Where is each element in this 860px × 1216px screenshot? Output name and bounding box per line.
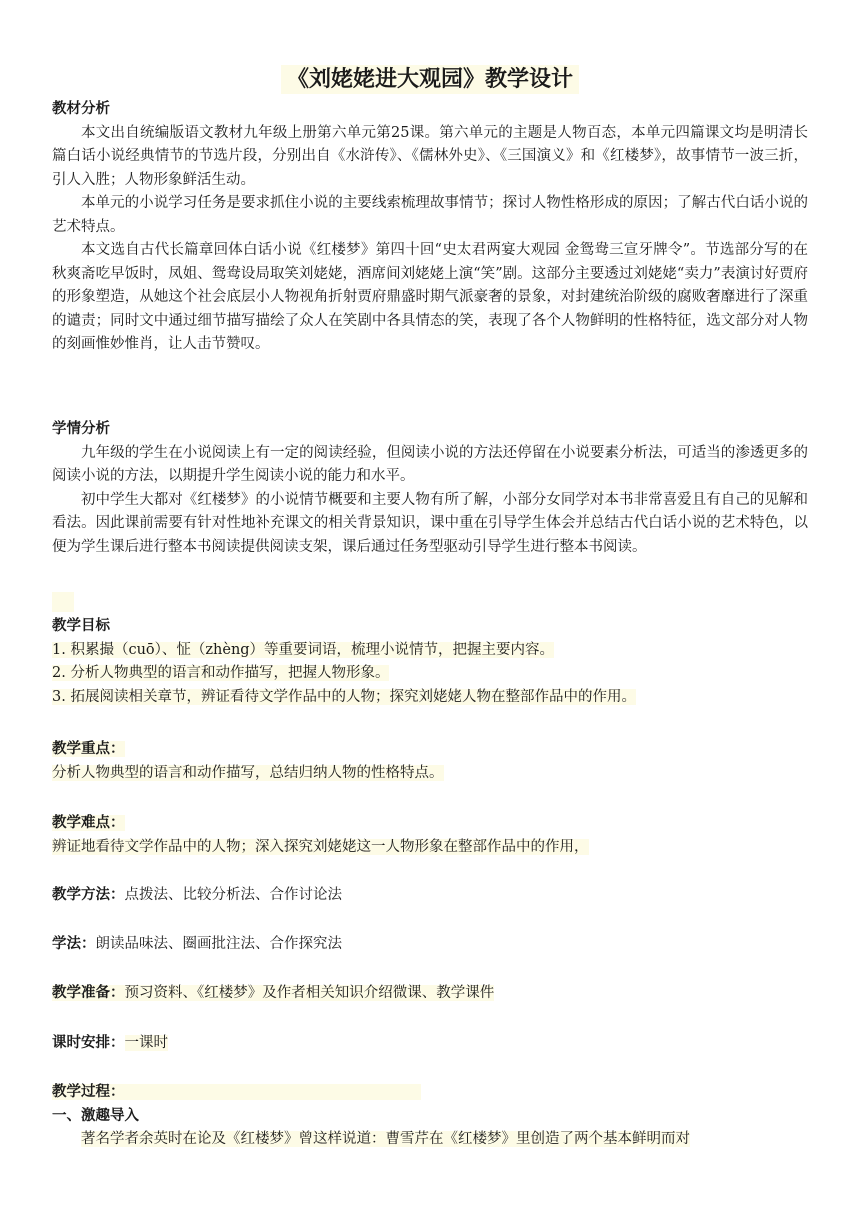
goal-item: 1. 积累撮（cuō）、怔（zhèng）等重要词语，梳理小说情节，把握主要内容。 <box>52 641 555 658</box>
section-schedule <box>52 1032 808 1056</box>
methods-label: 教学方法： <box>52 887 125 903</box>
section-study-methods <box>52 933 808 957</box>
methods-value: 点拨法、比较分析法、合作讨论法 <box>124 887 342 903</box>
section-heading: 教学难点： <box>52 815 125 831</box>
section-heading: 教学目标 <box>52 618 110 634</box>
goal-item: 3. 拓展阅读相关章节，辨证看待文学作品中的人物；探究刘姥姥人物在整部作品中的作用。 <box>52 688 636 705</box>
section-heading: 学情分析 <box>52 421 110 437</box>
paragraph: 初中学生大都对《红楼梦》的小说情节概要和主要人物有所了解，小部分女同学对本书非常喜爱且有自己的见解和看法。因此课前需要有针对性地补充课文的相关背景知识，课中重在引导学生体会并总结古代白话小说的艺术特色，以便为学生课后进行整本书阅读提供阅读支架，课后通过任务型驱动引导学生进行整本书阅读。 <box>52 491 808 555</box>
section-difficulties <box>52 812 808 859</box>
section-teaching-methods <box>52 884 808 908</box>
key-points-text: 分析人物典型的语言和动作描写，总结归纳人物的性格特点。 <box>52 764 444 781</box>
section-teaching-goals <box>52 615 808 709</box>
section-heading: 教学重点： <box>52 741 125 757</box>
difficulties-text: 辨证地看待文学作品中的人物；深入探究刘姥姥这一人物形象在整部作品中的作用， <box>52 838 589 855</box>
paragraph: 本文出自统编版语文教材九年级上册第六单元第25课。第六单元的主题是人物百态，本单元四篇课文均是明清长篇白话小说经典情节的节选片段，分别出自《水浒传》、《儒林外史》、《三国演义》和《红楼梦》，故事情节一波三折，引人入胜；人物形象鲜活生动。 <box>52 124 808 188</box>
section-key-points <box>52 738 808 785</box>
prep-value: 预习资料、《红楼梦》及作者相关知识介绍微课、教学课件 <box>124 985 495 1001</box>
highlight-mark <box>52 592 74 612</box>
schedule-value: 一课时 <box>124 1035 168 1051</box>
section-student-analysis <box>52 418 808 559</box>
section-heading: 教材分析 <box>52 101 110 117</box>
prep-label: 教学准备： <box>52 985 125 1001</box>
section-heading: 教学过程： <box>52 1084 421 1100</box>
goal-item: 2. 分析人物典型的语言和动作描写，把握人物形象。 <box>52 665 390 681</box>
section-textbook-analysis <box>52 98 808 357</box>
document-title: 《刘姥姥进大观园》教学设计 <box>0 62 860 93</box>
section-teaching-process <box>52 1081 808 1152</box>
paragraph: 本单元的小说学习任务是要求抓住小说的主要线索梳理故事情节；探讨人物性格形成的原因；了解古代白话小说的艺术特点。 <box>52 195 808 235</box>
step-heading: 一、激趣导入 <box>52 1107 139 1124</box>
paragraph: 本文选自古代长篇章回体白话小说《红楼梦》第四十回“史太君两宴大观园 金鸳鸯三宣牙牌令”。节选部分写的在秋爽斋吃早饭时，凤姐、鸳鸯设局取笑刘姥姥，酒席间刘姥姥上演“笑”剧。这部分主要透过刘姥姥“卖力”表演讨好贾府的形象塑造，从她这个社会底层小人物视角折射贾府鼎盛时期气派豪奢的景象，对封建统治阶级的腐败奢靡进行了深重的谴责；同时文中通过细节描写描绘了众人在笑剧中各具情态的笑，表现了各个人物鲜明的性格特征，选文部分对人物的刻画惟妙惟肖，让人击节赞叹。 <box>52 242 808 352</box>
study-value: 朗读品味法、圈画批注法、合作探究法 <box>95 936 342 952</box>
section-preparation <box>52 982 808 1006</box>
study-label: 学法： <box>52 936 96 952</box>
paragraph: 著名学者余英时在论及《红楼梦》曾这样说道：曹雪芹在《红楼梦》里创造了两个基本鲜明而对 <box>81 1131 690 1147</box>
schedule-label: 课时安排： <box>52 1035 125 1051</box>
paragraph: 九年级的学生在小说阅读上有一定的阅读经验，但阅读小说的方法还停留在小说要素分析法，可适当的渗透更多的阅读小说的方法，以期提升学生阅读小说的能力和水平。 <box>52 444 808 484</box>
